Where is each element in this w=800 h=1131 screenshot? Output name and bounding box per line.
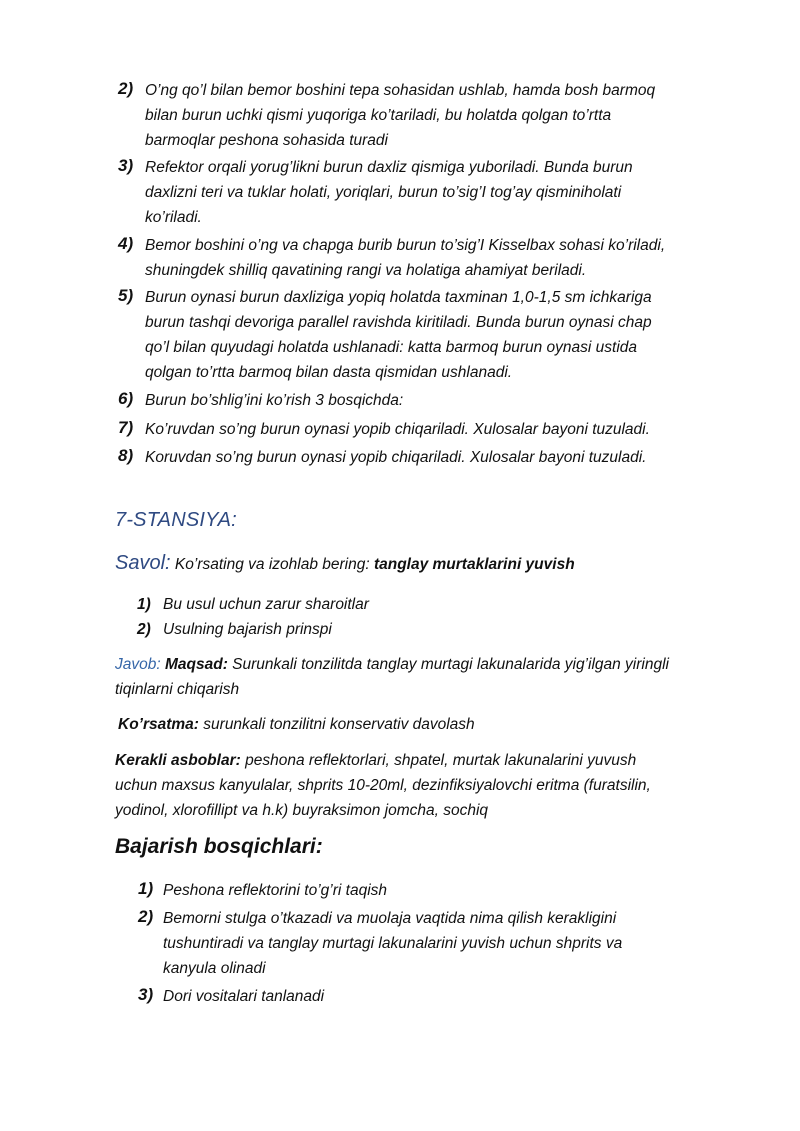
- list-item-line: shuningdek shilliq qavatining rangi va holatiga ahamiyat beriladi.: [145, 262, 587, 279]
- list-item-text: Usulning bajarish prinspi: [163, 621, 332, 638]
- list-item-line: Burun bo’shlig’ini ko’rish 3 bosqichda:: [145, 392, 404, 409]
- list-item-line: barmoqlar peshona sohasida turadi: [145, 132, 388, 149]
- answer-label: Javob:: [115, 656, 161, 673]
- list-item-line: Refektor orqali yorug’likni burun daxliz qismiga yuboriladi. Bunda burun: [145, 159, 633, 176]
- answer-purpose: [115, 652, 755, 702]
- list-item-line: ko’riladi.: [145, 209, 202, 226]
- list-item-number: 4): [118, 234, 134, 253]
- list-item-number: 5): [118, 286, 134, 305]
- list-item-number: 7): [118, 418, 134, 437]
- tools-line: [115, 748, 755, 773]
- purpose-label: Maqsad:: [164, 656, 228, 673]
- list-item-number: 3): [138, 985, 154, 1004]
- list-item-line: tushuntiradi va tanglay murtagi lakunalarini yuvish uchun shprits va: [163, 935, 623, 952]
- list-item-line: qo’l bilan quyudagi holatda ushlanadi: katta barmoq burun oynasi ustida: [145, 339, 638, 356]
- list-item-number: 2): [137, 621, 151, 638]
- list-item-number: 8): [118, 446, 134, 465]
- list-item-text: Bu usul uchun zarur sharoitlar: [163, 596, 369, 613]
- list-item-line: qolgan to’rtta barmoq bilan dasta qismidan ushlanadi.: [145, 364, 513, 381]
- list-item-line: daxlizni teri va tuklar holati, yoriqlari, burun to’sig’I tog’ay qisminiholati: [145, 184, 622, 201]
- list-item-line: O’ng qo’l bilan bemor boshini tepa sohasidan ushlab, hamda bosh barmoq: [145, 82, 656, 99]
- tools-label: Kerakli asboblar:: [115, 752, 241, 769]
- station-heading: 7-STANSIYA:: [115, 509, 237, 531]
- steps-heading: Bajarish bosqichlari:: [115, 835, 323, 858]
- list-item-line: Bemor boshini o’ng va chapga burib burun to’sig’I Kisselbax sohasi ko’riladi,: [145, 237, 666, 254]
- indication-text: surunkali tonzilitni konservativ davolash: [203, 716, 475, 733]
- question-topic: tanglay murtaklarini yuvish: [373, 556, 575, 573]
- purpose-text: Surunkali tonzilitda tanglay murtagi lakunalarida yig’ilgan yiringli: [232, 656, 669, 673]
- tools-text: peshona reflektorlari, shpatel, murtak lakunalarini yuvush: [245, 752, 637, 769]
- list-item-number: 2): [118, 79, 134, 98]
- list-item-line: Bemorni stulga o’tkazadi va muolaja vaqtida nima qilish kerakligini: [163, 910, 617, 927]
- indication-label: Ko’rsatma:: [118, 716, 199, 733]
- list-item-line: bilan burun uchki qismi yuqoriga ko’tariladi, bu holatda qolgan to’rtta: [145, 107, 612, 124]
- answer-purpose-line: [115, 652, 755, 677]
- list-item-line: Ko’ruvdan so’ng burun oynasi yopib chiqariladi. Xulosalar bayoni tuzuladi.: [145, 421, 650, 438]
- required-tools: [115, 748, 755, 823]
- list-item-number: 2): [138, 907, 154, 926]
- list-item-line: burun tashqi devoriga parallel ravishda kiritiladi. Bunda burun oynasi chap: [145, 314, 652, 331]
- tools-text-cont: uchun maxsus kanyulalar, shprits 10-20ml, dezinfiksiyalovchi eritma (furatsilin,: [115, 777, 651, 794]
- list-item-number: 3): [118, 156, 134, 175]
- list-item-number: 1): [137, 596, 151, 613]
- list-item-line: kanyula olinadi: [163, 960, 266, 977]
- list-item-line: Burun oynasi burun daxliziga yopiq holatda taxminan 1,0-1,5 sm ichkariga: [145, 289, 652, 306]
- question-line: [115, 552, 575, 575]
- question-text: Ko’rsating va izohlab bering:: [174, 556, 370, 573]
- list-item-line: Dori vositalari tanlanadi: [163, 988, 325, 1005]
- list-item-line: Koruvdan so’ng burun oynasi yopib chiqariladi. Xulosalar bayoni tuzuladi.: [145, 449, 647, 466]
- tools-text-cont: yodinol, xlorofillipt va h.k) buyraksimon jomcha, sochiq: [115, 802, 489, 819]
- list-item-number: 1): [138, 879, 154, 898]
- purpose-text-cont: tiqinlarni chiqarish: [115, 681, 240, 698]
- question-label: Savol:: [115, 552, 171, 574]
- list-item-number: 6): [118, 389, 134, 408]
- list-item-line: Peshona reflektorini to’g’ri taqish: [163, 882, 388, 899]
- indication: [118, 712, 758, 737]
